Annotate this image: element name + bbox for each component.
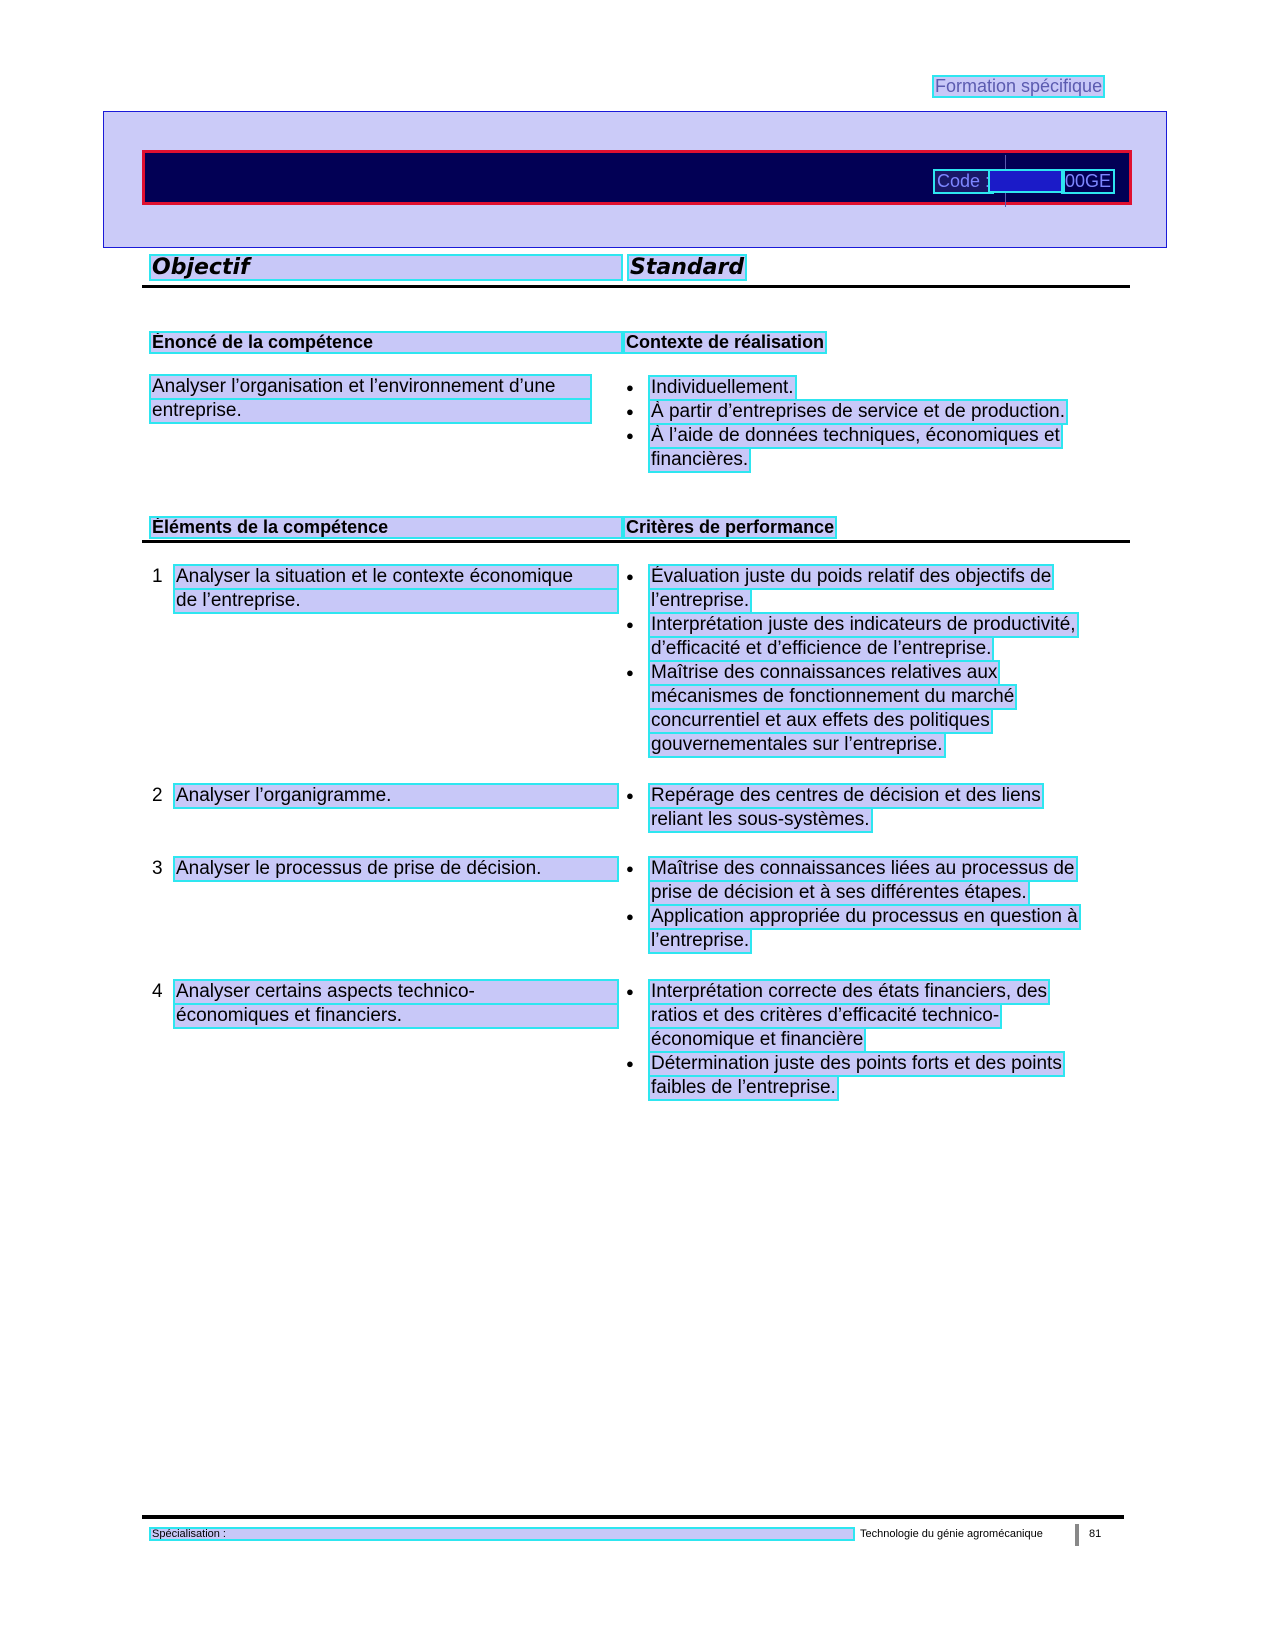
criterion-line: Repérage des centres de décision et des liens — [651, 785, 1041, 806]
criterion-line: mécanismes de fonctionnement du marché — [651, 686, 1015, 707]
title-banner-inner — [142, 150, 1132, 205]
code-value: 00GE — [1065, 171, 1112, 191]
context-item — [624, 376, 1067, 400]
criteria-heading: Critères de performance — [626, 517, 835, 537]
footer-specialization: Spécialisation : — [150, 1528, 854, 1540]
element-line: de l’entreprise. — [174, 589, 618, 613]
element-line: Analyser l’organigramme. — [174, 784, 618, 808]
element-number: 4 — [152, 981, 163, 1002]
element-line: Analyser le processus de prise de décision. — [174, 857, 618, 881]
context-list — [624, 376, 1067, 472]
statement-text — [150, 375, 591, 423]
context-item — [624, 400, 1067, 424]
element-line: économiques et financiers. — [174, 1004, 618, 1028]
criterion-line: Maîtrise des connaissances relatives aux — [651, 662, 998, 683]
statement-heading: Énoncé de la compétence — [150, 332, 622, 353]
criterion-line: Évaluation juste du poids relatif des objectifs de — [651, 566, 1052, 587]
context-heading: Contexte de réalisation — [626, 332, 825, 352]
bullet-icon: ● — [626, 665, 634, 680]
criterion-line: Maîtrise des connaissances liées au processus de — [651, 858, 1075, 879]
element-item — [150, 980, 618, 1028]
footer-page-number: 81 — [1089, 1528, 1102, 1540]
code-blank-field — [990, 171, 1063, 191]
criteria-list — [624, 565, 1078, 757]
bullet-icon: ● — [626, 788, 634, 803]
criterion-line: Application appropriée du processus en question à — [651, 906, 1078, 927]
bullet-icon: ● — [626, 1056, 634, 1071]
criterion-line: Interprétation correcte des états financiers, des — [651, 981, 1048, 1002]
criterion-line: faibles de l’entreprise. — [651, 1077, 836, 1098]
criterion-item — [624, 613, 1078, 661]
criterion-item — [624, 565, 1078, 613]
criterion-item — [624, 980, 1064, 1052]
criterion-item — [624, 784, 1043, 832]
bullet-icon: ● — [626, 569, 634, 584]
criterion-line: concurrentiel et aux effets des politiques — [651, 710, 990, 731]
objective-title: Objectif — [150, 255, 622, 280]
footer-separator-bar — [1075, 1524, 1079, 1546]
element-number: 3 — [152, 858, 163, 879]
criterion-line: l’entreprise. — [651, 930, 750, 951]
criterion-line: Interprétation juste des indicateurs de productivité, — [651, 614, 1076, 635]
elements-heading: Éléments de la compétence — [150, 517, 622, 538]
footer-program-title: Technologie du génie agromécanique — [860, 1528, 1043, 1540]
context-item — [624, 424, 1067, 472]
criteria-list — [624, 980, 1064, 1100]
criterion-line: ratios et des critères d’efficacité technico- — [651, 1005, 1000, 1026]
criterion-line: Détermination juste des points forts et des points — [651, 1053, 1062, 1074]
context-line: À l’aide de données techniques, économiques et — [651, 425, 1060, 446]
code-label: Code : — [937, 171, 991, 191]
context-line: À partir d’entreprises de service et de production. — [651, 401, 1065, 422]
criterion-item — [624, 661, 1078, 757]
bullet-icon: ● — [626, 404, 634, 419]
title-banner — [103, 111, 1167, 248]
title-rule — [142, 285, 1130, 288]
footer-rule — [142, 1515, 1124, 1519]
criterion-item — [624, 857, 1080, 905]
statement-line: entreprise. — [150, 399, 591, 423]
element-number: 2 — [152, 785, 163, 806]
criterion-line: reliant les sous-systèmes. — [651, 809, 870, 830]
bullet-icon: ● — [626, 617, 634, 632]
bullet-icon: ● — [626, 380, 634, 395]
bullet-icon: ● — [626, 428, 634, 443]
standard-title: Standard — [630, 255, 745, 280]
element-number: 1 — [152, 566, 163, 587]
top-label: Formation spécifique — [935, 76, 1103, 96]
context-line: Individuellement. — [651, 377, 794, 398]
element-line: Analyser certains aspects technico- — [174, 980, 618, 1004]
element-item — [150, 857, 618, 881]
statement-line: Analyser l’organisation et l’environnement d’une — [150, 375, 591, 399]
criterion-item — [624, 1052, 1064, 1100]
criterion-item — [624, 905, 1080, 953]
criterion-line: prise de décision et à ses différentes étapes. — [651, 882, 1027, 903]
criterion-line: gouvernementales sur l’entreprise. — [651, 734, 943, 755]
bullet-icon: ● — [626, 861, 634, 876]
criteria-list — [624, 857, 1080, 953]
element-line: Analyser la situation et le contexte économique — [174, 565, 618, 589]
bullet-icon: ● — [626, 909, 634, 924]
criterion-line: économique et financière — [651, 1029, 864, 1050]
criteria-list — [624, 784, 1043, 832]
context-line: financières. — [651, 449, 749, 470]
element-item — [150, 784, 618, 808]
element-item — [150, 565, 618, 613]
criterion-line: l’entreprise. — [651, 590, 750, 611]
bullet-icon: ● — [626, 984, 634, 999]
elements-rule — [142, 540, 1130, 543]
criterion-line: d’efficacité et d’efficience de l’entreprise. — [651, 638, 992, 659]
